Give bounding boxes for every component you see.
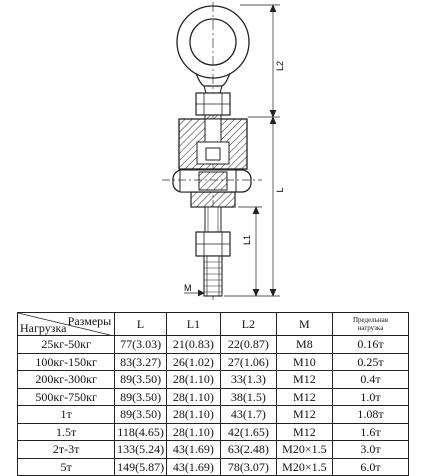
l-cell: 83(3.27) [115,353,167,371]
l2-cell: 27(1.06) [220,353,276,371]
cross-pin [162,170,262,192]
l1-cell: 43(1.69) [166,441,220,459]
header-l: L [115,313,167,336]
header-limit-load-line2: нагрузка [357,324,384,332]
lower-block [191,192,235,207]
l2-cell: 78(3.07) [220,458,276,476]
l1-cell: 28(1.10) [166,388,220,406]
limit-cell: 6.0т [332,458,408,476]
load-cell: 500кг-750кг [18,388,115,406]
limit-cell: 0.16т [332,336,408,354]
table-body [18,336,409,476]
table-row [18,441,409,459]
header-l2: L2 [220,313,276,336]
top-nut [196,93,230,115]
table-row [18,371,409,389]
table-row [18,388,409,406]
m-cell: M12 [276,371,332,389]
l2-cell: 33(1.3) [220,371,276,389]
corner-bottom-label: Нагрузка [20,321,67,335]
dim-label-l1: L1 [242,234,252,246]
dim-label-l2: L2 [275,60,285,72]
header-limit-load-line1: Предельная [352,316,388,324]
limit-cell: 0.25т [332,353,408,371]
table-row [18,406,409,424]
load-cell: 1т [18,406,115,424]
table-row [18,353,409,371]
l1-cell: 43(1.69) [166,458,220,476]
limit-cell: 3.0т [332,441,408,459]
threaded-end [204,256,222,296]
dim-label-l: L [275,187,285,193]
l-cell: 77(3.03) [115,336,167,354]
l2-cell: 38(1.5) [220,388,276,406]
header-m: M [276,313,332,336]
l-cell: 89(3.50) [115,371,167,389]
m-cell: M12 [276,388,332,406]
m-cell: M20×1.5 [276,441,332,459]
m-cell: M8 [276,336,332,354]
m-cell: M12 [276,423,332,441]
l1-cell: 26(1.02) [166,353,220,371]
limit-cell: 1.08т [332,406,408,424]
l2-cell: 42(1.65) [220,423,276,441]
l1-cell: 28(1.10) [166,371,220,389]
load-cell: 1.5т [18,423,115,441]
m-cell: M10 [276,353,332,371]
corner-top-label: Размеры [67,314,112,328]
table-row [18,458,409,476]
sensor-body [179,119,247,169]
specification-table [17,312,409,476]
m-cell: M12 [276,406,332,424]
table-row [18,423,409,441]
table-header-row [18,313,409,336]
l1-cell: 21(0.83) [166,336,220,354]
l1-cell: 28(1.10) [166,423,220,441]
load-cell: 100кг-150кг [18,353,115,371]
l-cell: 149(5.87) [115,458,167,476]
header-limit-load [332,313,408,336]
l1-cell: 28(1.10) [166,406,220,424]
l2-cell: 43(1.7) [220,406,276,424]
load-cell: 5т [18,458,115,476]
load-cell: 200кг-300кг [18,371,115,389]
table-row [18,336,409,354]
l2-cell: 63(2.48) [220,441,276,459]
lower-nut [196,232,230,256]
l-cell: 89(3.50) [115,406,167,424]
limit-cell: 0.4т [332,371,408,389]
l-cell: 118(4.65) [115,423,167,441]
m-cell: M20×1.5 [276,458,332,476]
l2-cell: 22(0.87) [220,336,276,354]
l-cell: 89(3.50) [115,388,167,406]
dim-label-m: M [184,283,192,293]
limit-cell: 1.0т [332,388,408,406]
l-cell: 133(5.24) [115,441,167,459]
load-cell: 25кг-50кг [18,336,115,354]
corner-header-cell [18,313,115,336]
limit-cell: 1.6т [332,423,408,441]
load-cell: 2т-3т [18,441,115,459]
lower-stud [205,207,221,232]
header-l1: L1 [166,313,220,336]
